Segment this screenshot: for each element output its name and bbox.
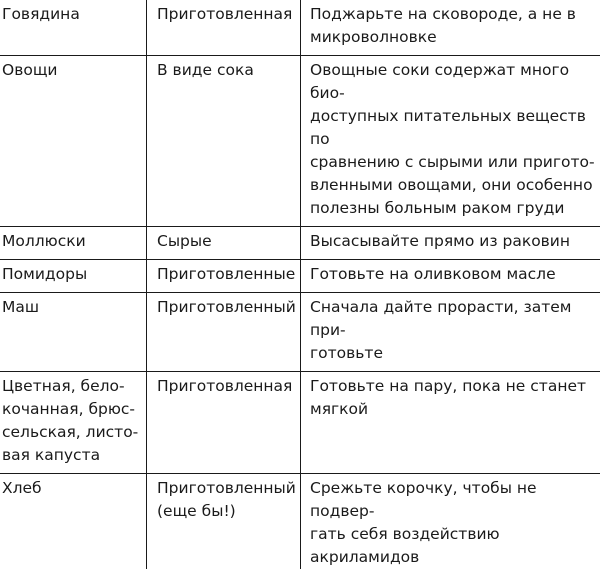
food-cell: Маш bbox=[0, 293, 147, 372]
food-cell: Моллюски bbox=[0, 227, 147, 260]
preparation-cell: Сырые bbox=[147, 227, 301, 260]
table-row bbox=[0, 56, 600, 227]
preparation-cell: Приготовленные bbox=[147, 260, 301, 293]
preparation-cell: Приготовленный bbox=[147, 293, 301, 372]
food-cell: Говядина bbox=[0, 0, 147, 56]
table-row bbox=[0, 260, 600, 293]
preparation-cell: В виде сока bbox=[147, 56, 301, 227]
tip-cell: Готовьте на оливковом масле bbox=[301, 260, 600, 293]
food-cell: Хлеб bbox=[0, 474, 147, 569]
table-row bbox=[0, 474, 600, 569]
preparation-cell: Приготовленный (еще бы!) bbox=[147, 474, 301, 569]
food-cell: Цветная, бело- кочанная, брюс- сельская, листо- вая капуста bbox=[0, 372, 147, 474]
tip-cell: Поджарьте на сковороде, а не в микроволновке bbox=[301, 0, 600, 56]
preparation-cell: Приготовленная bbox=[147, 0, 301, 56]
food-cell: Овощи bbox=[0, 56, 147, 227]
tip-cell: Овощные соки содержат много био- доступных питательных веществ по сравнению с сырыми или пригото- вленными овощами, они особенно полезны больным раком груди bbox=[301, 56, 600, 227]
tip-cell: Сначала дайте прорасти, затем при- готовьте bbox=[301, 293, 600, 372]
food-cell: Помидоры bbox=[0, 260, 147, 293]
table-row bbox=[0, 0, 600, 56]
tip-cell: Готовьте на пару, пока не станет мягкой bbox=[301, 372, 600, 474]
tip-cell: Срежьте корочку, чтобы не подвер- гать себя воздействию акриламидов bbox=[301, 474, 600, 569]
table-row bbox=[0, 293, 600, 372]
table-row bbox=[0, 227, 600, 260]
preparation-cell: Приготовленная bbox=[147, 372, 301, 474]
tip-cell: Высасывайте прямо из раковин bbox=[301, 227, 600, 260]
